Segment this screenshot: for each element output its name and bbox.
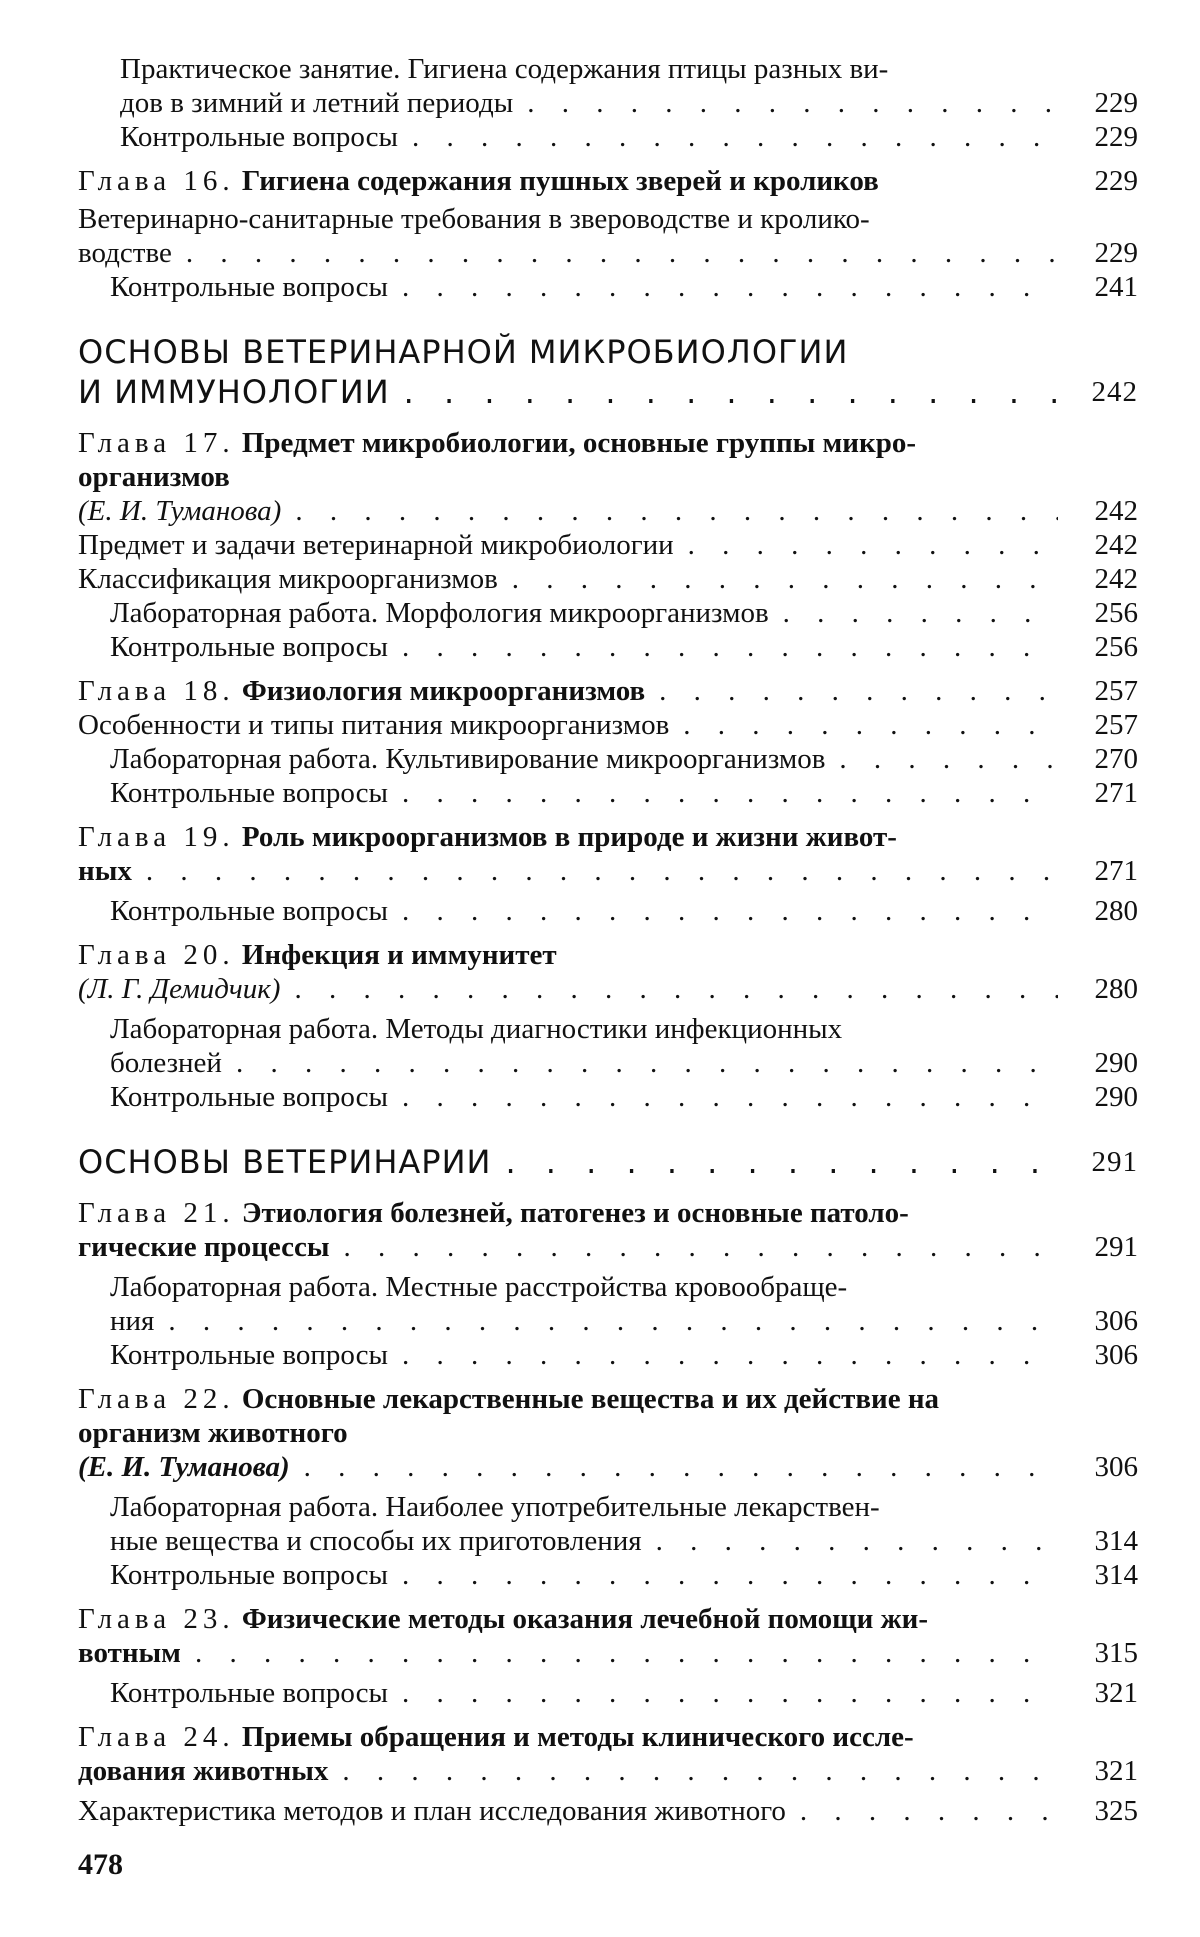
toc-entry — [78, 1676, 1138, 1710]
entry-title-line: дов в зимний и летний периоды — [120, 87, 519, 119]
entry-title-line: Практическое занятие. Гигиена содержания птицы разных ви- — [120, 53, 889, 85]
page-number: 242 — [1058, 494, 1138, 528]
chapter-heading — [78, 1720, 1138, 1788]
chapter-heading — [78, 820, 1138, 888]
page-number: 256 — [1058, 596, 1138, 630]
chapter-name: Приемы обращения и методы клинического иссле- — [241, 1721, 914, 1753]
page-number: 229 — [1058, 120, 1138, 154]
page-number: 306 — [1058, 1450, 1138, 1484]
page-number: 291 — [1058, 1230, 1138, 1264]
entry-title: Лабораторная работа. Морфология микроорганизмов — [110, 597, 775, 629]
chapter-heading — [78, 426, 1138, 528]
chapter-name: Роль микроорганизмов в природе и жизни живот- — [241, 821, 897, 853]
chapter-name: ных — [78, 855, 138, 887]
toc-entry — [78, 1794, 1138, 1828]
chapter-author: (Е. И. Туманова) — [78, 1451, 296, 1483]
chapter-name: Физические методы оказания лечебной помощи жи- — [241, 1603, 929, 1635]
chapter-label: Глава 16. — [78, 165, 235, 197]
page-number: 257 — [1058, 674, 1138, 708]
chapter-label: Глава 21. — [78, 1197, 235, 1229]
chapter-heading — [78, 1602, 1138, 1670]
chapter-label: Глава 20. — [78, 939, 235, 971]
chapter-label: Глава 24. — [78, 1721, 235, 1753]
toc-entry — [78, 1558, 1138, 1592]
entry-title: Характеристика методов и план исследования животного — [78, 1795, 792, 1827]
entry-title: Контрольные вопросы — [110, 1339, 394, 1371]
entry-title: Особенности и типы питания микроорганизмов — [78, 709, 675, 741]
entry-title: Контрольные вопросы — [110, 1677, 394, 1709]
toc-entry — [78, 596, 1138, 630]
entry-title-line: ния — [110, 1305, 160, 1337]
page-number: 280 — [1058, 894, 1138, 928]
chapter-name: Этиология болезней, патогенез и основные патоло- — [241, 1197, 909, 1229]
entry-title: Классификация микроорганизмов — [78, 563, 504, 595]
chapter-name: организмов — [78, 461, 230, 493]
page-number: 256 — [1058, 630, 1138, 664]
section-title-line: И ИММУНОЛОГИИ — [78, 373, 396, 411]
chapter-name: вотным — [78, 1637, 187, 1669]
chapter-label: Глава 23. — [78, 1603, 235, 1635]
toc-entry — [78, 120, 1138, 154]
chapter-name: Гигиена содержания пушных зверей и кроликов — [241, 165, 879, 197]
table-of-contents — [78, 52, 1138, 1828]
toc-entry — [78, 894, 1138, 928]
page-number: 290 — [1058, 1080, 1138, 1114]
page-number: 306 — [1058, 1338, 1138, 1372]
chapter-author: (Е. И. Туманова) — [78, 495, 287, 527]
page-number: 257 — [1058, 708, 1138, 742]
chapter-heading — [78, 164, 1138, 198]
toc-entry — [78, 630, 1138, 664]
chapter-label: Глава 17. — [78, 427, 235, 459]
chapter-name: Основные лекарственные вещества и их действие на — [241, 1383, 940, 1415]
page-number: 229 — [1058, 86, 1138, 120]
page-number: 290 — [1058, 1046, 1138, 1080]
chapter-heading — [78, 938, 1138, 1006]
entry-title-line: болезней — [110, 1047, 228, 1079]
chapter-label: Глава 18. — [78, 675, 235, 707]
entry-title: Контрольные вопросы — [110, 1081, 394, 1113]
toc-entry — [78, 742, 1138, 776]
page-number: 229 — [1058, 236, 1138, 270]
page-number: 241 — [1058, 270, 1138, 304]
chapter-name: Инфекция и иммунитет — [241, 939, 557, 971]
toc-entry — [78, 1270, 1138, 1338]
chapter-label: Глава 19. — [78, 821, 235, 853]
page-number: 291 — [1058, 1142, 1138, 1182]
page-number: 321 — [1058, 1754, 1138, 1788]
toc-entry — [78, 202, 1138, 270]
entry-title: Контрольные вопросы — [120, 121, 404, 153]
toc-entry — [78, 776, 1138, 810]
toc-entry — [78, 1080, 1138, 1114]
page-number: 271 — [1058, 776, 1138, 810]
entry-title: Лабораторная работа. Культивирование микроорганизмов — [110, 743, 831, 775]
entry-title-line: Лабораторная работа. Методы диагностики инфекционных — [110, 1013, 843, 1045]
page-number: 242 — [1058, 372, 1138, 412]
toc-entry — [78, 52, 1138, 120]
page-number: 314 — [1058, 1524, 1138, 1558]
toc-entry — [78, 1012, 1138, 1080]
section-title: ОСНОВЫ ВЕТЕРИНАРИИ — [78, 1143, 497, 1181]
entry-title-line: Лабораторная работа. Наиболее употребительные лекарствен- — [110, 1491, 880, 1523]
page-number: 315 — [1058, 1636, 1138, 1670]
page-number: 271 — [1058, 854, 1138, 888]
chapter-author: (Л. Г. Демидчик) — [78, 973, 286, 1005]
chapter-name: гические процессы — [78, 1231, 336, 1263]
chapter-heading — [78, 674, 1138, 708]
entry-title-line: Лабораторная работа. Местные расстройства кровообраще- — [110, 1271, 848, 1303]
page-number: 280 — [1058, 972, 1138, 1006]
toc-entry — [78, 708, 1138, 742]
toc-entry — [78, 270, 1138, 304]
chapter-name: Предмет микробиологии, основные группы микро- — [241, 427, 916, 459]
chapter-heading — [78, 1382, 1138, 1484]
page-number: 321 — [1058, 1676, 1138, 1710]
section-heading — [78, 1142, 1138, 1182]
toc-entry — [78, 528, 1138, 562]
section-heading — [78, 332, 1138, 412]
page-number: 270 — [1058, 742, 1138, 776]
entry-title-line: водстве — [78, 237, 178, 269]
chapter-name: Физиология микроорганизмов — [241, 675, 646, 707]
entry-title: Контрольные вопросы — [110, 271, 394, 303]
chapter-label: Глава 22. — [78, 1383, 235, 1415]
chapter-name: дования животных — [78, 1755, 334, 1787]
entry-title: Контрольные вопросы — [110, 631, 394, 663]
page-number: 242 — [1058, 528, 1138, 562]
section-title-line: ОСНОВЫ ВЕТЕРИНАРНОЙ МИКРОБИОЛОГИИ — [78, 333, 849, 371]
entry-title: Контрольные вопросы — [110, 777, 394, 809]
toc-entry — [78, 562, 1138, 596]
entry-title-line: Ветеринарно-санитарные требования в звероводстве и кролико- — [78, 203, 870, 235]
page-number: 325 — [1058, 1794, 1138, 1828]
toc-entry — [78, 1338, 1138, 1372]
page-number: 306 — [1058, 1304, 1138, 1338]
page-number: 242 — [1058, 562, 1138, 596]
entry-title: Контрольные вопросы — [110, 1559, 394, 1591]
chapter-name: организм животного — [78, 1417, 348, 1449]
page-number: 314 — [1058, 1558, 1138, 1592]
entry-title: Контрольные вопросы — [110, 895, 394, 927]
page-number: 229 — [1094, 165, 1138, 197]
chapter-heading — [78, 1196, 1138, 1264]
entry-title: Предмет и задачи ветеринарной микробиологии — [78, 529, 680, 561]
entry-title-line: ные вещества и способы их приготовления — [110, 1525, 648, 1557]
toc-entry — [78, 1490, 1138, 1558]
page-footer-number: 478 — [78, 1848, 123, 1881]
